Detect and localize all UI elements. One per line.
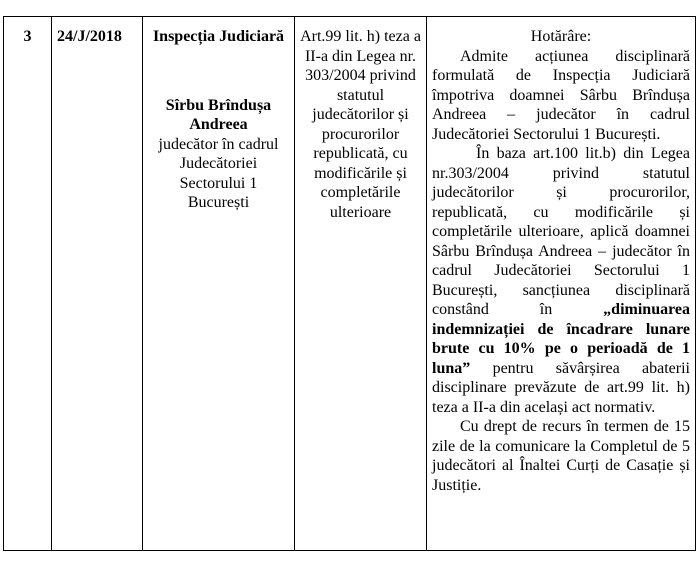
sanction-text: „diminuarea indemnizației de încadrare lunare brute cu 10% pe o perioadă de 1 luna” — [432, 301, 690, 377]
parties-cell — [143, 17, 295, 551]
row-number-cell — [4, 17, 52, 551]
legal-basis: Art.99 lit. h) teza a II-a din Legea nr. 303/2004 privind statutul judecătorilor și procurorilor republicată, cu modificările și completările ulterioare — [300, 28, 421, 221]
decision-heading: Hotărâre: — [530, 28, 592, 45]
decision-table — [3, 16, 696, 551]
decision-paragraph-3: Cu drept de recurs în termen de 15 zile de la comunicare la Completul de 5 judecători al Înaltei Curți de Casație și Justiție. — [432, 418, 690, 494]
legal-basis-cell — [295, 17, 427, 551]
file-number: 24/J/2018 — [57, 28, 122, 45]
decision-paragraph-2-text: În baza art.100 lit.b) din Legea nr.303/2004 privind statutul judecătorilor și procurorilor, republicată, cu modificările și completările ulterioare, aplică doamnei Sârbu Brîndușa Andreea – judecător în cadrul Judecătoriei Sectorului 1 București, sancțiunea disciplinară constând în — [432, 145, 690, 318]
decision-paragraph-2-end: pentru săvârșirea abaterii disciplinare prevăzute de art.99 lit. h) teza a II-a din același act normativ. — [432, 359, 690, 416]
defendant-role: judecător în cadrul Judecătoriei Sectorului 1 București — [158, 135, 279, 211]
row-number: 3 — [23, 28, 32, 45]
table-row — [4, 17, 696, 551]
decision-cell — [427, 17, 696, 551]
applicant: Inspecția Judiciară — [152, 28, 285, 45]
file-number-cell — [52, 17, 143, 551]
defendant-name: Sîrbu Brîndușa Andreea — [165, 96, 272, 133]
decision-paragraph-1: Admite acțiunea disciplinară formulată de Inspecția Judiciară împotriva doamnei Sârbu Brîndușa Andreea – judecător în cadrul Judecătoriei Sectorului 1 București. — [432, 47, 690, 143]
decision-paragraph-2 — [432, 144, 690, 417]
